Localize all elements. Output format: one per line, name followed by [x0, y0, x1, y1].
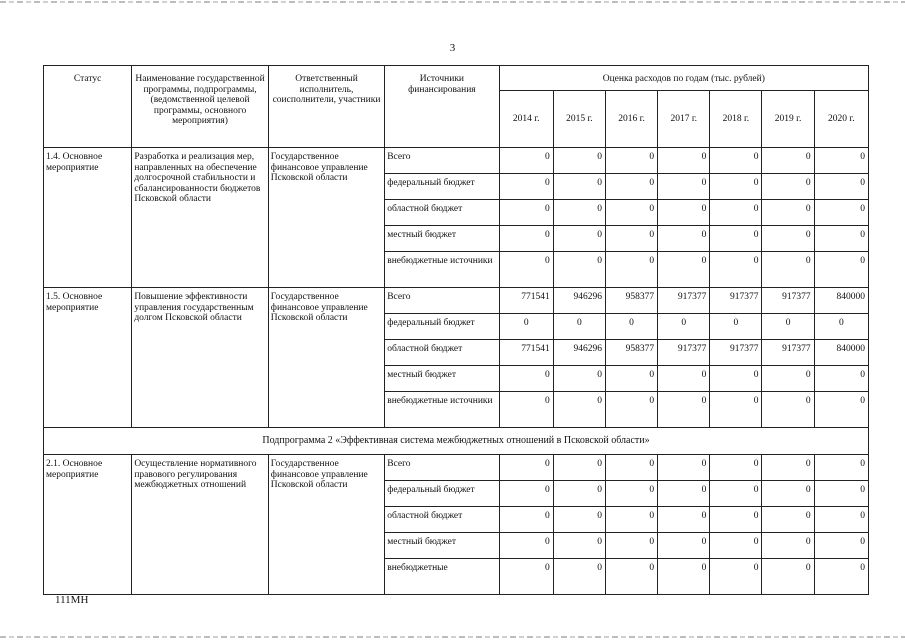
row-name: Повышение эффективности управления государственным долгом Псковской области [132, 288, 268, 428]
header-year: 2015 г. [553, 91, 605, 148]
amount-cell: 958377 [605, 340, 657, 366]
amount-cell: 0 [710, 148, 762, 174]
amount-cell: 0 [710, 507, 762, 533]
row-status: 1.5. Основное мероприятие [44, 288, 132, 428]
funding-source: Всего [385, 288, 499, 314]
amount-cell: 0 [605, 455, 657, 481]
amount-cell: 0 [814, 252, 868, 288]
amount-cell: 0 [762, 252, 814, 288]
amount-cell: 0 [762, 481, 814, 507]
amount-cell: 946296 [553, 340, 605, 366]
amount-cell: 0 [710, 174, 762, 200]
header-year: 2019 г. [762, 91, 814, 148]
header-year: 2017 г. [658, 91, 710, 148]
page-number: 3 [449, 42, 456, 54]
amount-cell: 0 [710, 533, 762, 559]
funding-source: внебюджетные [385, 559, 499, 595]
amount-cell: 0 [605, 200, 657, 226]
amount-cell: 0 [553, 366, 605, 392]
funding-source: местный бюджет [385, 533, 499, 559]
funding-source: местный бюджет [385, 366, 499, 392]
amount-cell: 0 [605, 148, 657, 174]
amount-cell: 0 [499, 366, 553, 392]
amount-cell: 0 [553, 455, 605, 481]
amount-cell: 917377 [762, 288, 814, 314]
amount-cell: 0 [658, 314, 710, 340]
row-status: 2.1. Основное мероприятие [44, 455, 132, 595]
amount-cell: 0 [762, 533, 814, 559]
amount-cell: 0 [814, 533, 868, 559]
amount-cell: 0 [814, 559, 868, 595]
funding-source: федеральный бюджет [385, 314, 499, 340]
amount-cell: 0 [553, 559, 605, 595]
amount-cell: 0 [605, 481, 657, 507]
amount-cell: 0 [658, 455, 710, 481]
table-row [44, 455, 869, 481]
amount-cell: 0 [553, 507, 605, 533]
amount-cell: 0 [710, 392, 762, 428]
amount-cell: 0 [605, 174, 657, 200]
amount-cell: 917377 [658, 340, 710, 366]
row-name: Осуществление нормативного правового регулирования межбюджетных отношений [132, 455, 268, 595]
funding-source: внебюджетные источники [385, 392, 499, 428]
subprogram-title: Подпрограмма 2 «Эффективная система межбюджетных отношений в Псковской области» [44, 428, 869, 455]
funding-source: Всего [385, 148, 499, 174]
amount-cell: 0 [553, 252, 605, 288]
amount-cell: 0 [658, 148, 710, 174]
row-executor: Государственное финансовое управление Псковской области [268, 288, 384, 428]
amount-cell: 0 [499, 174, 553, 200]
amount-cell: 0 [710, 455, 762, 481]
funding-source: областной бюджет [385, 200, 499, 226]
amount-cell: 0 [710, 226, 762, 252]
amount-cell: 0 [658, 533, 710, 559]
footer-code: 111МН [55, 594, 89, 606]
amount-cell: 0 [499, 507, 553, 533]
amount-cell: 0 [658, 226, 710, 252]
amount-cell: 0 [499, 252, 553, 288]
amount-cell: 0 [605, 392, 657, 428]
amount-cell: 0 [658, 174, 710, 200]
amount-cell: 0 [499, 559, 553, 595]
amount-cell: 0 [553, 481, 605, 507]
amount-cell: 0 [762, 200, 814, 226]
amount-cell: 0 [762, 559, 814, 595]
amount-cell: 0 [814, 200, 868, 226]
amount-cell: 0 [814, 507, 868, 533]
amount-cell: 0 [762, 392, 814, 428]
scan-edge-top [0, 1, 905, 3]
amount-cell: 0 [658, 252, 710, 288]
amount-cell: 0 [553, 226, 605, 252]
amount-cell: 0 [499, 533, 553, 559]
funding-source: Всего [385, 455, 499, 481]
header-year: 2016 г. [605, 91, 657, 148]
funding-source: внебюджетные источники [385, 252, 499, 288]
amount-cell: 0 [762, 366, 814, 392]
amount-cell: 0 [658, 559, 710, 595]
row-executor: Государственное финансовое управление Псковской области [268, 148, 384, 288]
amount-cell: 0 [499, 455, 553, 481]
amount-cell: 0 [658, 200, 710, 226]
funding-source: областной бюджет [385, 340, 499, 366]
amount-cell: 0 [814, 366, 868, 392]
amount-cell: 0 [553, 533, 605, 559]
funding-source: федеральный бюджет [385, 174, 499, 200]
amount-cell: 0 [710, 366, 762, 392]
amount-cell: 0 [814, 226, 868, 252]
amount-cell: 0 [605, 314, 657, 340]
amount-cell: 0 [553, 200, 605, 226]
budget-table [43, 65, 869, 595]
amount-cell: 0 [762, 507, 814, 533]
amount-cell: 771541 [499, 288, 553, 314]
table-row [44, 288, 869, 314]
table-body [44, 148, 869, 595]
amount-cell: 0 [605, 366, 657, 392]
amount-cell: 0 [658, 481, 710, 507]
funding-source: федеральный бюджет [385, 481, 499, 507]
amount-cell: 771541 [499, 340, 553, 366]
header-executor: Ответственный исполнитель, соисполнители, участники [268, 66, 384, 148]
table-row [44, 148, 869, 174]
amount-cell: 946296 [553, 288, 605, 314]
amount-cell: 0 [658, 392, 710, 428]
amount-cell: 0 [710, 481, 762, 507]
header-year: 2018 г. [710, 91, 762, 148]
subprogram-row [44, 428, 869, 455]
header-sources: Источники финансирования [385, 66, 499, 148]
row-name: Разработка и реализация мер, направленных на обеспечение долгосрочной стабильности и сбалансированности бюджетов Псковской области [132, 148, 268, 288]
amount-cell: 0 [605, 226, 657, 252]
amount-cell: 0 [762, 148, 814, 174]
amount-cell: 0 [499, 200, 553, 226]
amount-cell: 840000 [814, 340, 868, 366]
amount-cell: 0 [814, 455, 868, 481]
amount-cell: 0 [553, 174, 605, 200]
amount-cell: 917377 [658, 288, 710, 314]
amount-cell: 0 [605, 252, 657, 288]
amount-cell: 840000 [814, 288, 868, 314]
amount-cell: 0 [499, 481, 553, 507]
amount-cell: 0 [762, 455, 814, 481]
amount-cell: 0 [814, 148, 868, 174]
amount-cell: 0 [762, 174, 814, 200]
row-executor: Государственное финансовое управление Псковской области [268, 455, 384, 595]
amount-cell: 0 [658, 366, 710, 392]
amount-cell: 0 [710, 200, 762, 226]
amount-cell: 0 [658, 507, 710, 533]
amount-cell: 0 [553, 392, 605, 428]
amount-cell: 0 [814, 174, 868, 200]
amount-cell: 0 [762, 314, 814, 340]
funding-source: областной бюджет [385, 507, 499, 533]
amount-cell: 0 [499, 226, 553, 252]
amount-cell: 0 [605, 559, 657, 595]
amount-cell: 0 [499, 314, 553, 340]
amount-cell: 917377 [762, 340, 814, 366]
row-status: 1.4. Основное мероприятие [44, 148, 132, 288]
amount-cell: 0 [762, 226, 814, 252]
amount-cell: 0 [814, 314, 868, 340]
amount-cell: 917377 [710, 288, 762, 314]
amount-cell: 0 [710, 252, 762, 288]
amount-cell: 958377 [605, 288, 657, 314]
amount-cell: 0 [499, 392, 553, 428]
header-year: 2020 г. [814, 91, 868, 148]
amount-cell: 0 [814, 481, 868, 507]
amount-cell: 0 [553, 148, 605, 174]
header-year: 2014 г. [499, 91, 553, 148]
amount-cell: 0 [553, 314, 605, 340]
amount-cell: 0 [814, 392, 868, 428]
amount-cell: 0 [605, 533, 657, 559]
amount-cell: 0 [710, 314, 762, 340]
header-name: Наименование государственной программы, подпрограммы, (ведомственной целевой программы, основного мероприятия) [132, 66, 268, 148]
funding-source: местный бюджет [385, 226, 499, 252]
header-status: Статус [44, 66, 132, 148]
header-estimate: Оценка расходов по годам (тыс. рублей) [499, 66, 868, 91]
amount-cell: 917377 [710, 340, 762, 366]
scan-edge-bottom [0, 636, 905, 638]
amount-cell: 0 [499, 148, 553, 174]
amount-cell: 0 [710, 559, 762, 595]
amount-cell: 0 [605, 507, 657, 533]
